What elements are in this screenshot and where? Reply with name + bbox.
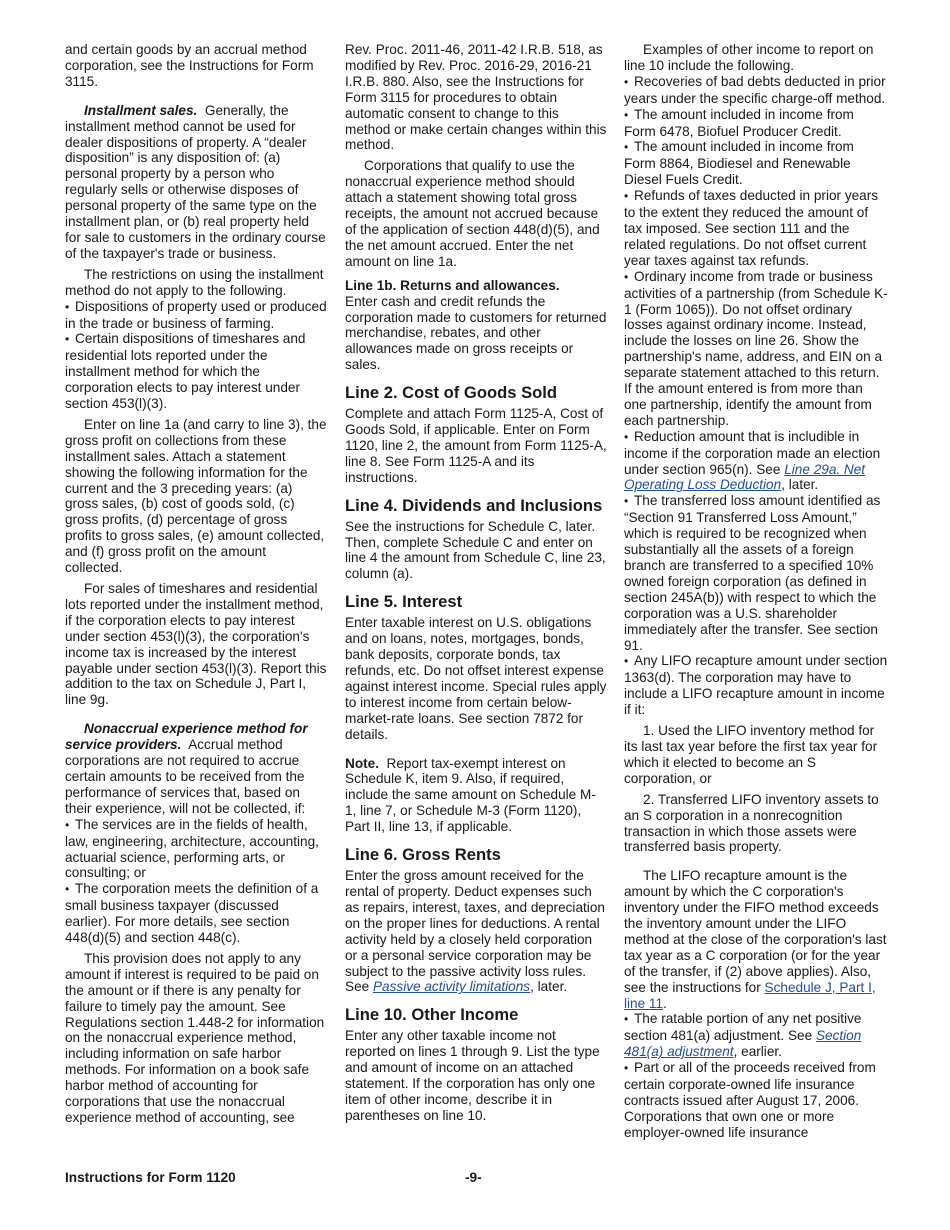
paragraph-text: Report tax-exempt interest on Schedule K, item 9. Also, if required, include the same amount on Schedule M-1, line 7, or Schedule M-3 (Form 1120), Part II, line 13, if applicable. (345, 755, 596, 835)
nonaccrual-paragraph (65, 721, 327, 816)
paragraph: Enter on line 1a (and carry to line 3), the gross profit on collections from these installment sales. Attach a statement showing the following information for the current and the 3 preceding years: (a) gross sales, (b) cost of goods sold, (c) gross profits, (d) percentage of gross profits to gross sales, (e) amount collected, and (f) gross profit on the amount collected. (65, 416, 327, 576)
list-item-text: The ratable portion of any net positive section 481(a) adjustment. See (624, 1011, 862, 1044)
note-paragraph (345, 756, 607, 836)
paragraph: Complete and attach Form 1125-A, Cost of Goods Sold, if applicable. Enter on Form 1120, line 2, the amount from Form 1125-A, line 8. See Form 1125-A and its instructions. (345, 406, 607, 485)
section-heading-line-4: Line 4. Dividends and Inclusions (345, 495, 603, 515)
paragraph-text: Generally, the installment method cannot be used for dealer dispositions of property. A “dealer disposition” is any disposition of: (a) personal property by a person who regularly sells or otherwise disposes of personal property of the same type on the installment plan, or (b) real property held for sale to customers in the ordinary course of the taxpayer's trade or business. (65, 102, 326, 261)
line-1b-paragraph (345, 278, 607, 373)
section-heading-line-10: Line 10. Other Income (345, 1005, 519, 1025)
paragraph-text: . (663, 995, 667, 1011)
section-heading-line-5: Line 5. Interest (345, 592, 463, 612)
list-item: • The amount included in income from Form 8864, Biodiesel and Renewable Diesel Fuels Credit. (624, 139, 888, 188)
list-item: • Refunds of taxes deducted in prior years to the extent they reduced the amount of tax imposed. See section 111 and the related regulations. Do not offset current year taxes against tax refunds. (624, 188, 888, 269)
section-481a-link[interactable]: Section 481(a) adjustment (624, 1028, 862, 1060)
list-item: • Recoveries of bad debts deducted in prior years under the specific charge-off method. (624, 74, 888, 107)
list-item: • The amount included in income from Form 6478, Biofuel Producer Credit. (624, 107, 888, 140)
paragraph: See the instructions for Schedule C, later. Then, complete Schedule C and enter on line 4 the amount from Schedule C, line 23, column (a). (345, 518, 606, 582)
nonaccrual-heading: Nonaccrual experience method for service providers. (65, 721, 308, 753)
paragraph: and certain goods by an accrual method corporation, see the Instructions for Form 3115. (65, 42, 314, 89)
paragraph-text: Accrual method corporations are not required to accrue certain amounts to be received from the performance of services that, based on their experience, will not be collected, if: (65, 737, 306, 816)
section-heading-line-6: Line 6. Gross Rents (345, 845, 501, 865)
paragraph (624, 868, 888, 1011)
paragraph: For sales of timeshares and residential lots reported under the installment method, if the corporation elects to pay interest under section 453(l)(3), the corporation's income tax is increased by the interest payable under section 453(l)(3). Report this addition to the tax on Schedule J, Part I, line 9g. (65, 581, 327, 708)
sub-item: 2. Transferred LIFO inventory assets to an S corporation in a nonrecognition transaction in which those assets were transferred basis property. (624, 791, 879, 855)
footer-title: Instructions for Form 1120 (65, 1170, 236, 1185)
page-number: -9- (465, 1170, 482, 1185)
list-item (624, 429, 888, 494)
paragraph-text: , later. (530, 979, 568, 995)
column-2 (345, 42, 607, 1124)
list-item: • Any LIFO recapture amount under section 1363(d). The corporation may have to include a LIFO recapture amount in income if it: (624, 653, 888, 718)
list-item: • The services are in the fields of health, law, engineering, architecture, accounting, actuarial science, performing arts, or consulting; or (65, 817, 327, 882)
list-item: • The transferred loss amount identified as “Section 91 Transferred Loss Amount,” which is required to be recognized when substantially all the assets of a foreign branch are transferred to a specified 10% owned foreign corporation (as defined in section 245A(b)) with respect to which the corporation was a U.S. shareholder immediately after the transfer. See section 91. (624, 493, 888, 653)
passive-activity-link[interactable]: Passive activity limitations (372, 979, 531, 995)
list-item-text: , later. (781, 477, 819, 493)
column-3 (624, 42, 888, 1141)
nol-deduction-link[interactable]: Line 29a. Net Operating Loss Deduction (624, 461, 866, 493)
list-item: • Part or all of the proceeds received from certain corporate-owned life insurance contracts issued after August 17, 2006. Corporations that own one or more employer-owned life insurance (624, 1060, 888, 1141)
paragraph: Examples of other income to report on line 10 include the following. (624, 42, 874, 73)
section-heading-line-2: Line 2. Cost of Goods Sold (345, 383, 558, 403)
column-1 (65, 42, 327, 1126)
paragraph: The restrictions on using the installment method do not apply to the following. (65, 266, 324, 298)
paragraph: Rev. Proc. 2011-46, 2011-42 I.R.B. 518, as modified by Rev. Proc. 2016-29, 2016-21 I.R.B. 880. Also, see the Instructions for Form 3115 for procedures to obtain automatic consent to change to this method or make certain changes within this method. (345, 42, 607, 153)
list-item-text: Reduction amount that is includible in income if the corporation made an election under section 965(n). See (624, 428, 881, 477)
list-item: • Certain dispositions of timeshares and residential lots reported under the installment method for which the corporation elects to pay interest under section 453(l)(3). (65, 331, 327, 412)
list-item-text: , earlier. (733, 1044, 782, 1060)
schedule-j-link[interactable]: Schedule J, Part I, line 11 (624, 979, 876, 1011)
paragraph: Corporations that qualify to use the nonaccrual experience method should attach a statement showing total gross receipts, the amount not accrued because of the application of section 448(d)(5), and the net amount accrued. Enter the net amount on line 1a. (345, 158, 600, 269)
paragraph-text: Enter cash and credit refunds the corporation made to customers for returned merchandise, rebates, and other allowances made on gross receipts or sales. (345, 293, 607, 373)
paragraph-text: The LIFO recapture amount is the amount by which the C corporation's inventory under the FIFO method exceeds the inventory amount under the LIFO method at the close of the corporation's last tax year as a C corporation (or for the year of the transfer, if (2) above applies). Also, see the instructions for (624, 868, 887, 995)
paragraph: Enter taxable interest on U.S. obligations and on loans, notes, mortgages, bonds, bank deposits, corporate bonds, tax refunds, etc. Do not offset interest expense against interest income. Special rules apply to interest income from certain below-market-rate loans. See section 7872 for details. (345, 615, 607, 742)
list-item: • Dispositions of property used or produced in the trade or business of farming. (65, 299, 327, 332)
installment-sales-paragraph (65, 103, 327, 262)
paragraph: This provision does not apply to any amount if interest is required to be paid on the amount or if there is any penalty for failure to timely pay the amount. See Regulations section 1.448-2 for information on the nonaccrual experience method, including information on safe harbor methods. For information on a book safe harbor method of accounting for corporations that use the nonaccrual experience method of accounting, see (65, 950, 325, 1125)
note-label: Note. (345, 755, 379, 771)
list-item (624, 1011, 888, 1060)
paragraph (345, 868, 607, 995)
installment-sales-heading: Installment sales. (84, 102, 198, 118)
paragraph: Enter any other taxable income not reported on lines 1 through 9. List the type and amount of income on an attached statement. If the corporation has only one item of other income, describe it in parentheses on line 10. (345, 1028, 600, 1123)
list-item: • The corporation meets the definition of a small business taxpayer (discussed earlier). For more details, see section 448(d)(5) and section 448(c). (65, 881, 327, 946)
paragraph-text: Enter the gross amount received for the rental of property. Deduct expenses such as repairs, interest, taxes, and depreciation on the proper lines for deductions. A rental activity held by a closely held corporation or a personal service corporation may be subject to the passive activity loss rules. See (345, 868, 605, 995)
list-item: • Ordinary income from trade or business activities of a partnership (from Schedule K-1 (Form 1065)). Do not offset ordinary losses against ordinary income. Instead, include the losses on line 26. Show the partnership's name, address, and EIN on a separate statement attached to this return. If the amount entered is from more than one partnership, identify the amount from each partnership. (624, 269, 888, 429)
line-1b-heading: Line 1b. Returns and allowances. (345, 277, 560, 293)
sub-item: 1. Used the LIFO inventory method for its last tax year before the first tax year for which it elected to become an S corporation, or (624, 723, 878, 786)
